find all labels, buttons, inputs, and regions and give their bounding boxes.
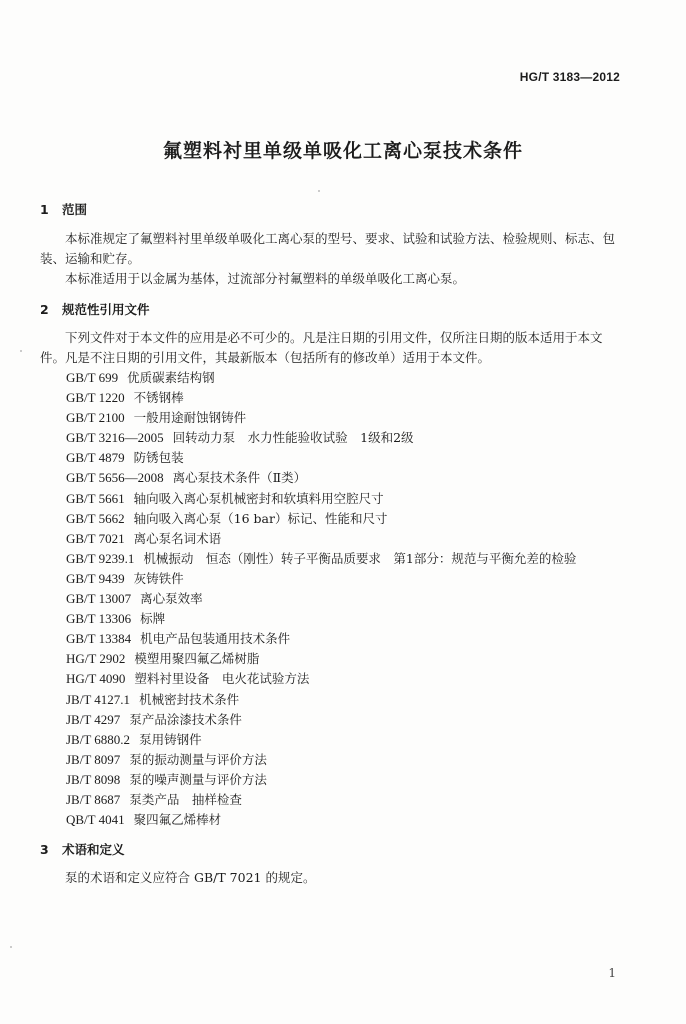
reference-item [66,509,576,529]
reference-item [66,388,576,408]
reference-title: 灰铸铁件 [133,570,184,586]
reference-code: GB/T 9439 [66,570,125,586]
reference-code: JB/T 4127.1 [66,691,131,707]
reference-item [66,489,576,509]
section-title: 规范性引用文件 [62,302,150,317]
reference-item [66,629,576,649]
section-heading-normative-references [40,300,150,318]
reference-list [66,368,576,830]
reference-item [66,669,576,689]
reference-title: 回转动力泵 水力性能验收试验 1级和2级 [172,430,414,446]
reference-title: 塑料衬里设备 电火花试验方法 [134,671,310,687]
reference-title: 离心泵名词术语 [133,530,222,546]
reference-item [66,529,576,549]
reference-title: 模塑用聚四氟乙烯树脂 [134,651,260,667]
reference-item [66,549,576,569]
section-heading-terms-and-definitions [40,840,125,858]
reference-title: 泵的噪声测量与评价方法 [129,771,267,787]
reference-item [66,750,576,770]
reference-code: GB/T 3216—2005 [66,430,164,446]
reference-title: 泵的振动测量与评价方法 [129,751,267,767]
reference-code: GB/T 13007 [66,591,132,607]
references-intro-paragraph: 下列文件对于本文件的应用是必不可少的。凡是注日期的引用文件，仅所注日期的版本适用于本文件。凡是不注日期的引用文件，其最新版本（包括所有的修改单）适用于本文件。 [40,330,603,365]
reference-item [66,730,576,750]
section-number: 1 [40,202,49,217]
reference-title: 泵产品涂漆技术条件 [129,711,242,727]
reference-code: GB/T 13306 [66,611,132,627]
reference-title: 机械振动 恒态（刚性）转子平衡品质要求 第1部分：规范与平衡允差的检验 [143,550,577,566]
reference-code: GB/T 4879 [66,450,125,466]
section-number: 2 [40,302,49,317]
section-number: 3 [40,842,49,857]
reference-title: 不锈钢棒 [133,390,184,406]
reference-item [66,770,576,790]
reference-title: 泵用铸钢件 [139,731,202,747]
reference-title: 聚四氟乙烯棒材 [133,812,222,828]
document-title: 氟塑料衬里单级单吸化工离心泵技术条件 [162,140,523,162]
reference-title: 轴向吸入离心泵（16 bar）标记、性能和尺寸 [133,510,388,526]
reference-title: 泵类产品 抽样检查 [129,791,242,807]
reference-code: GB/T 1220 [66,390,125,406]
reference-code: JB/T 6880.2 [66,731,131,747]
reference-code: QB/T 4041 [66,812,125,828]
scope-paragraph-2: 本标准适用于以金属为基体，过流部分衬氟塑料的单级单吸化工离心泵。 [65,271,466,286]
reference-code: HG/T 4090 [66,671,126,687]
terms-paragraph: 泵的术语和定义应符合 GB/T 7021 的规定。 [65,870,316,885]
reference-item [66,448,576,468]
reference-title: 机电产品包装通用技术条件 [140,631,291,647]
scan-speck [318,190,320,192]
standard-code: HG/T 3183—2012 [519,70,620,84]
reference-code: GB/T 699 [66,370,119,385]
reference-item [66,468,576,488]
reference-title: 机械密封技术条件 [139,691,240,707]
reference-code: HG/T 2902 [66,651,126,667]
section-title: 术语和定义 [62,842,125,857]
reference-title: 标牌 [140,611,166,627]
scan-speck [10,946,12,948]
reference-item [66,368,576,388]
reference-code: GB/T 5662 [66,510,125,526]
reference-title: 优质碳素结构钢 [127,370,215,385]
reference-title: 防锈包装 [133,450,184,466]
reference-item [66,649,576,669]
page-number: 1 [608,966,616,980]
reference-code: JB/T 8097 [66,751,121,767]
reference-code: GB/T 9239.1 [66,550,135,566]
reference-item [66,569,576,589]
section-heading-scope [40,200,87,218]
reference-title: 轴向吸入离心泵机械密封和软填料用空腔尺寸 [133,490,384,506]
section-title: 范围 [62,202,88,217]
reference-code: JB/T 4297 [66,711,121,727]
reference-code: GB/T 2100 [66,410,125,426]
reference-code: GB/T 13384 [66,631,132,647]
reference-item [66,428,576,448]
reference-code: JB/T 8098 [66,771,121,787]
reference-item [66,710,576,730]
reference-item [66,589,576,609]
reference-code: JB/T 8687 [66,791,121,807]
reference-item [66,408,576,428]
scope-paragraph-1: 本标准规定了氟塑料衬里单级单吸化工离心泵的型号、要求、试验和试验方法、检验规则、标志、包装、运输和贮存。 [40,231,616,266]
reference-item [66,690,576,710]
reference-item [66,609,576,629]
reference-code: GB/T 5656—2008 [66,470,164,486]
reference-item [66,790,576,810]
scan-speck [20,350,22,352]
reference-title: 离心泵技术条件（Ⅱ类） [172,470,307,486]
reference-item [66,810,576,830]
reference-code: GB/T 5661 [66,490,125,506]
reference-code: GB/T 7021 [66,530,125,546]
reference-title: 离心泵效率 [140,591,203,607]
reference-title: 一般用途耐蚀钢铸件 [133,410,247,426]
